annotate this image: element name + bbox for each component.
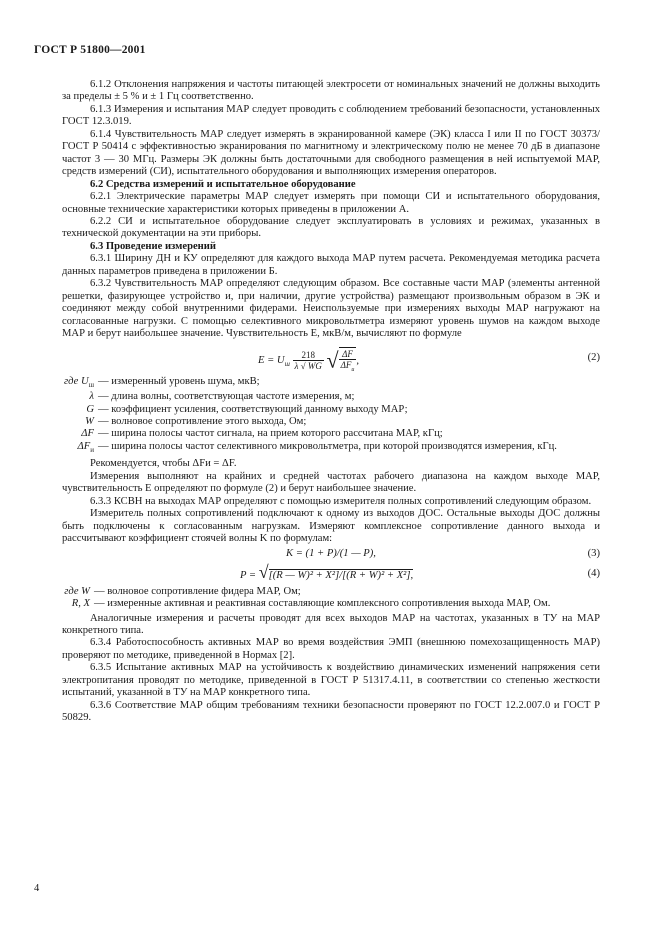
paragraph-6-3-2: 6.3.2 Чувствительность МАР определяют следующим образом. Все составные части МАР (элементы антенной решетки, фазирующее устройство и, при наличии, другие устройства) размещают произвольным образом в ЭК и соединяют между собой внутренними фидерами. Неиспользуемые при измерениях выходы МАР нагружают на согласованные нагрузки. С помощью селективного микровольтметра измеряют уровень шумов на каждом выходе МАР и берут наибольшее значение. Чувствительность E, мкВ/м, вычисляют по формуле — [62, 278, 600, 340]
paragraph-6-3-1: 6.3.1 Ширину ДН и КУ определяют для каждого выхода МАР путем расчета. Рекомендуемая методика расчета данных параметров приведена в приложении Б. — [62, 253, 600, 277]
radical-sign-icon: √ — [258, 561, 269, 582]
formula-2-fraction — [293, 350, 324, 371]
formula-2-radicand — [339, 347, 360, 375]
paragraph-6-3-4: 6.3.4 Работоспособность активных МАР во время воздействия ЭМП (внешнюю помехозащищенность МАР) проверяют по методике, приведенной в Нормах [2]. — [62, 637, 600, 661]
formula-3 — [62, 548, 600, 562]
formula-2-number: (2) — [587, 351, 600, 363]
formula-4-expression — [240, 561, 414, 582]
formula-4-radicand: [(R — W)² + X²]/[(R + W)² + X²], — [268, 569, 414, 581]
formula-2-denominator: λ √ WG — [294, 360, 322, 371]
formula-3-number: (3) — [587, 547, 600, 559]
page-number: 4 — [34, 883, 40, 894]
paragraph-6-1-2: 6.1.2 Отклонения напряжения и частоты питающей электросети от номинальных значений не должны выходить за пределы ± 5 % и ± 1 Гц соответственно. — [62, 79, 600, 103]
paragraph-analogous: Аналогичные измерения и расчеты проводят для всех выходов МАР на частотах, указанных в ТУ на МАР конкретного типа. — [62, 612, 600, 636]
formula-3-expression: K = (1 + P)/(1 — P), — [286, 547, 376, 559]
paragraph-6-1-4: 6.1.4 Чувствительность МАР следует измерять в экранированной камере (ЭК) класса I или II по ГОСТ 30373/ГОСТ Р 50414 с эффективностью экранирования по магнитному и электрическому полю не менее 70 дБ в диапазоне частот 3 — 30 МГц. Размеры ЭК должны быть достаточными для свободного размещения в ней испытуемой МАР, средств измерений (СИ), испытательного оборудования и выполняющих измерения операторов. — [62, 128, 600, 178]
formula-4-lhs: P = — [240, 569, 257, 581]
paragraph-recommendation: Рекомендуется, чтобы ΔFи = ΔF. — [90, 458, 237, 470]
paragraph-impedance-meter: Измеритель полных сопротивлений подключают к одному из выходов ДОС. Остальные выходы ДОС должны быть подключены к согласованным нагрузкам. Измеряют комплексное сопротивление данного выхода и рассчитывают коэффициент стоячей волны K по формулам: — [62, 508, 600, 545]
formula-2 — [62, 343, 600, 373]
heading-6-3: 6.3 Проведение измерений — [90, 240, 216, 252]
formula-2-expression — [258, 347, 359, 375]
formula-4 — [62, 561, 600, 584]
definition-item: $\Delta F_и$ — ширина полосы частот селективного микровольтметра, при которой производятся измерения, кГц. — [77, 440, 557, 454]
definition-item: λ — длина волны, соответствующая частоте измерения, м; — [89, 391, 355, 403]
heading-6-2: 6.2 Средства измерений и испытательное оборудование — [90, 178, 356, 190]
formula-2-lhs: E = U — [258, 354, 285, 366]
document-body — [62, 79, 600, 725]
formula-4-number: (4) — [587, 567, 600, 579]
document-header: ГОСТ Р 51800—2001 — [34, 44, 146, 56]
paragraph-6-2-1: 6.2.1 Электрические параметры МАР следует измерять при помощи СИ и испытательного оборудования, основные технические характеристики которых приведены в приложении А. — [62, 191, 600, 215]
definition-item: G — коэффициент усиления, соответствующий данному выходу МАР; — [86, 403, 408, 415]
definition-item: где W — волновое сопротивление фидера МАР, Ом; — [64, 585, 301, 597]
formula-2-lhs-sub: ш — [284, 359, 290, 368]
paragraph-measurements: Измерения выполняют на крайних и средней частотах рабочего диапазона на каждом выходе МАР, чувствительность E определяют по формуле (2) и берут наибольшее значение. — [62, 470, 600, 495]
definition-item: W — волновое сопротивление этого выхода, Ом; — [85, 415, 307, 427]
paragraph-6-3-6: 6.3.6 Соответствие МАР общим требованиям техники безопасности проверяют по ГОСТ 12.2.007.0 и ГОСТ Р 50829. — [62, 699, 600, 724]
radical-sign-icon: √ — [326, 347, 339, 373]
formula-2-numerator: 218 — [293, 350, 324, 361]
paragraph-6-3-5: 6.3.5 Испытание активных МАР на устойчивость к воздействию динамических изменений напряжения сети электропитания проводят по методике, приведенной в ГОСТ Р 51317.4.11, в соответствии со степенью жесткости испытаний, указанной в ТУ на МАР конкретного типа. — [62, 662, 600, 699]
definition-item: где $U_ш$ — измеренный уровень шума, мкВ; — [63, 375, 260, 389]
definition-item: R, X — измеренные активная и реактивная составляющие комплексного сопротивления выхода МАР, Ом. — [71, 598, 551, 610]
definitions-formula-4 — [34, 586, 600, 611]
paragraph-6-3-3: 6.3.3 КСВН на выходах МАР определяют с помощью измерителя полных сопротивлений следующим образом. — [90, 495, 592, 507]
formula-2-radicand-denominator: $\Delta F_и$ — [340, 359, 355, 373]
paragraph-6-2-2: 6.2.2 СИ и испытательное оборудование следует эксплуатировать в условиях и режимах, указанных в технической документации на эти приборы. — [62, 215, 600, 240]
definition-item: ΔF — ширина полосы частот сигнала, на прием которого рассчитана МАР, кГц; — [81, 428, 443, 440]
formula-2-tail: , — [356, 354, 360, 366]
formula-2-radicand-numerator: ΔF — [339, 349, 357, 360]
definitions-formula-2 — [34, 376, 600, 457]
paragraph-6-1-3: 6.1.3 Измерения и испытания МАР следует проводить с соблюдением требований безопасности, установленных ГОСТ 12.3.019. — [62, 103, 600, 128]
